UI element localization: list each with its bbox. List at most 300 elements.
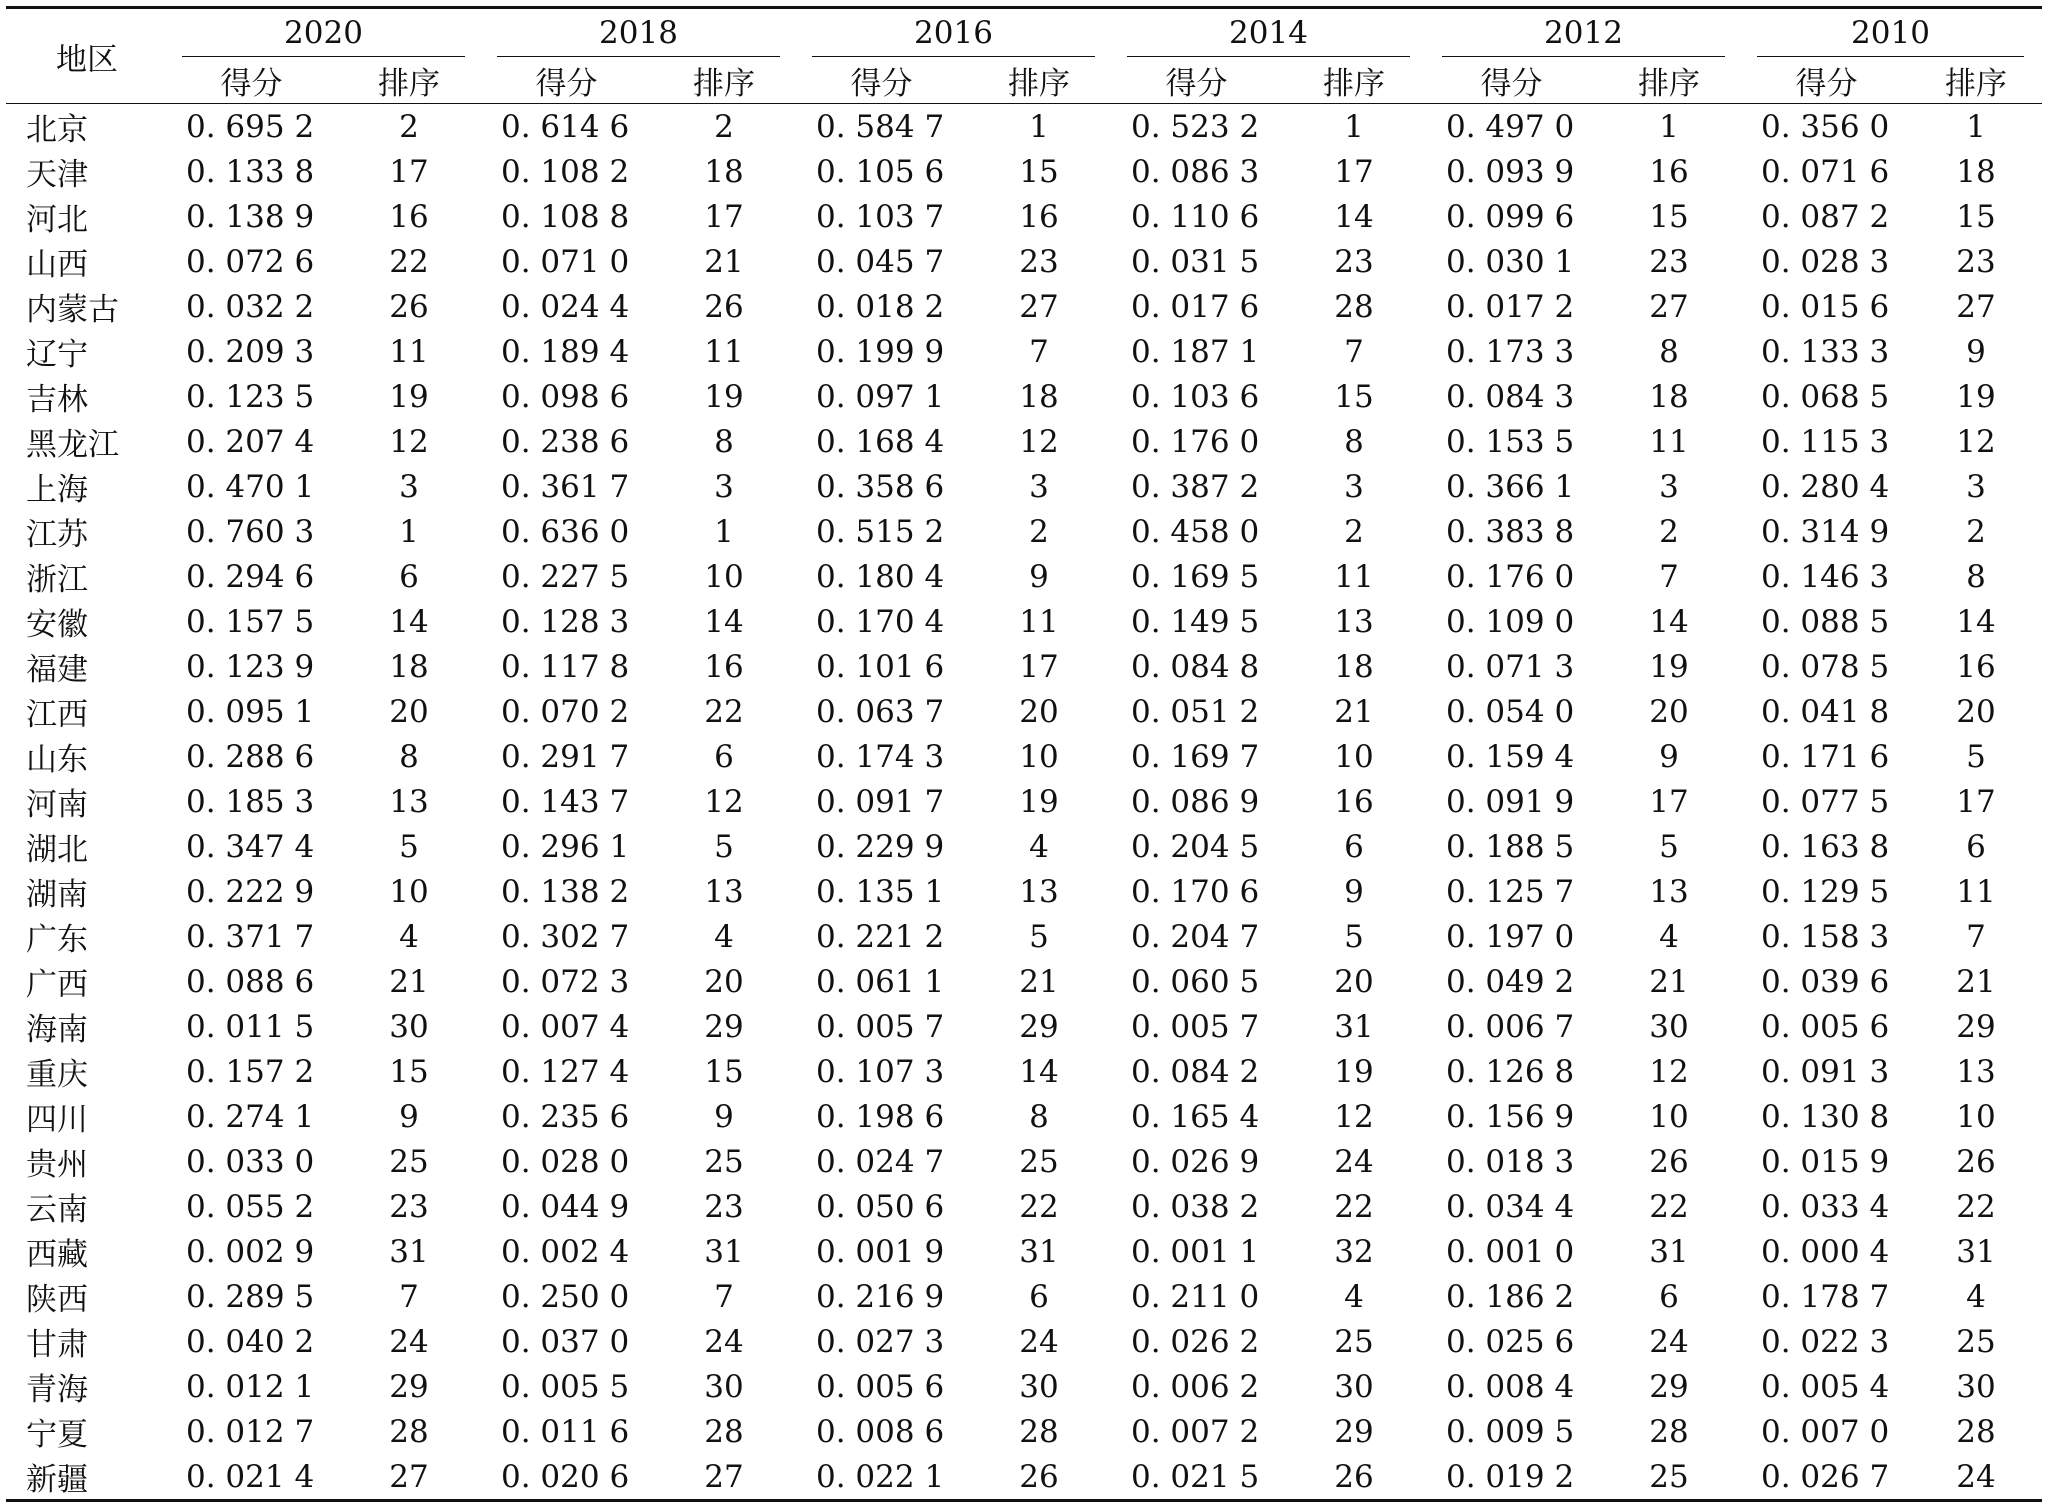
- score-cell: 0. 007 4: [501, 1008, 630, 1045]
- score-cell: 0. 105 6: [816, 153, 945, 190]
- rank-cell: 15: [1019, 153, 1059, 190]
- rank-cell: 24: [704, 1323, 744, 1360]
- rank-cell: 27: [1956, 288, 1996, 325]
- rank-cell: 8: [714, 423, 734, 460]
- score-cell: 0. 199 9: [816, 333, 945, 370]
- score-cell: 0. 091 7: [816, 783, 945, 820]
- year-header-2012: 2012: [1428, 8, 1743, 58]
- score-cell: 0. 072 6: [186, 243, 315, 280]
- rank-cell: 1: [399, 513, 419, 550]
- rank-cell: 29: [1649, 1368, 1689, 1405]
- rank-cell: 12: [1649, 1053, 1689, 1090]
- score-cell: 0. 002 9: [186, 1233, 315, 1270]
- rank-cell: 27: [650, 1454, 798, 1501]
- score-cell: 0. 012 1: [186, 1368, 315, 1405]
- score-cell: 0. 071 6: [1761, 153, 1890, 190]
- table-row: [6, 284, 2042, 329]
- table-row: [6, 1274, 2042, 1319]
- region-cell: 内蒙古: [26, 292, 119, 328]
- score-cell: 0. 207 4: [186, 423, 315, 460]
- score-cell: 0. 018 2: [816, 288, 945, 325]
- score-cell: 0. 009 5: [1446, 1413, 1575, 1450]
- score-cell: 0. 760 3: [186, 513, 315, 550]
- rank-cell: 5: [399, 828, 419, 865]
- score-cell: 0. 171 6: [1761, 738, 1890, 775]
- rank-cell: 20: [704, 963, 744, 1000]
- subheader-score-2020: 得分: [168, 57, 335, 104]
- rank-cell: 10: [1956, 1098, 1996, 1135]
- table-row: [6, 779, 2042, 824]
- rank-cell: 26: [1280, 1454, 1428, 1501]
- rank-cell: 8: [1344, 423, 1364, 460]
- table-row: [6, 1004, 2042, 1049]
- rank-cell: 11: [1019, 603, 1059, 640]
- rank-cell: 8: [1659, 333, 1679, 370]
- region-cell: 重庆: [26, 1057, 88, 1093]
- rank-cell: 21: [704, 243, 744, 280]
- score-cell: 0. 031 5: [1131, 243, 1260, 280]
- region-cell: 甘肃: [26, 1327, 88, 1363]
- score-cell: 0. 077 5: [1761, 783, 1890, 820]
- score-cell: 0. 185 3: [186, 783, 315, 820]
- rank-cell: 23: [704, 1188, 744, 1225]
- table-row: [6, 104, 2042, 150]
- score-cell: 0. 044 9: [501, 1188, 630, 1225]
- rank-cell: 17: [1649, 783, 1689, 820]
- rank-cell: 8: [399, 738, 419, 775]
- rank-cell: 22: [1019, 1188, 1059, 1225]
- rank-cell: 16: [389, 198, 429, 235]
- score-cell: 0. 008 4: [1446, 1368, 1575, 1405]
- rank-cell: 28: [1334, 288, 1374, 325]
- rank-cell: 6: [1344, 828, 1364, 865]
- score-cell: 0. 291 7: [501, 738, 630, 775]
- rank-cell: 7: [1659, 558, 1679, 595]
- score-cell: 0. 071 3: [1446, 648, 1575, 685]
- score-cell: 0. 128 3: [501, 603, 630, 640]
- rank-cell: 26: [1649, 1143, 1689, 1180]
- table-row: [6, 869, 2042, 914]
- rank-cell: 25: [1019, 1143, 1059, 1180]
- score-cell: 0. 026 2: [1131, 1323, 1260, 1360]
- rank-cell: 25: [1595, 1454, 1743, 1501]
- score-cell: 0. 007 2: [1131, 1413, 1260, 1450]
- score-cell: 0. 135 1: [816, 873, 945, 910]
- rank-cell: 21: [1019, 963, 1059, 1000]
- region-cell: 陕西: [26, 1282, 88, 1318]
- rank-cell: 6: [1966, 828, 1986, 865]
- score-cell: 0. 108 2: [501, 153, 630, 190]
- score-cell: 0. 032 2: [186, 288, 315, 325]
- score-cell: 0. 026 9: [1131, 1143, 1260, 1180]
- rank-cell: 26: [389, 288, 429, 325]
- score-cell: 0. 227 5: [501, 558, 630, 595]
- rank-cell: 31: [1019, 1233, 1059, 1270]
- year-header-2010: 2010: [1743, 8, 2042, 58]
- rank-cell: 12: [389, 423, 429, 460]
- score-cell: 0. 084 3: [1446, 378, 1575, 415]
- rank-cell: 5: [1029, 918, 1049, 955]
- score-cell: 0. 157 5: [186, 603, 315, 640]
- score-cell: 0. 020 6: [483, 1454, 650, 1501]
- table-row: [6, 239, 2042, 284]
- table-row: [6, 1229, 2042, 1274]
- rank-cell: 11: [1649, 423, 1689, 460]
- score-cell: 0. 005 7: [816, 1008, 945, 1045]
- score-rank-table: [6, 6, 2042, 1502]
- score-cell: 0. 070 2: [501, 693, 630, 730]
- region-cell: 河北: [26, 202, 88, 238]
- score-cell: 0. 093 9: [1446, 153, 1575, 190]
- score-cell: 0. 095 1: [186, 693, 315, 730]
- rank-cell: 13: [1649, 873, 1689, 910]
- table-row: [6, 1364, 2042, 1409]
- score-cell: 0. 130 8: [1761, 1098, 1890, 1135]
- region-cell: 广西: [26, 967, 88, 1003]
- score-cell: 0. 197 0: [1446, 918, 1575, 955]
- score-cell: 0. 022 3: [1761, 1323, 1890, 1360]
- rank-cell: 16: [1019, 198, 1059, 235]
- rank-cell: 30: [1956, 1368, 1996, 1405]
- rank-cell: 3: [1659, 468, 1679, 505]
- score-cell: 0. 027 3: [816, 1323, 945, 1360]
- table-row: [6, 1409, 2042, 1454]
- score-cell: 0. 302 7: [501, 918, 630, 955]
- rank-cell: 7: [399, 1278, 419, 1315]
- rank-cell: 5: [1344, 918, 1364, 955]
- score-cell: 0. 099 6: [1446, 198, 1575, 235]
- score-cell: 0. 126 8: [1446, 1053, 1575, 1090]
- rank-cell: 21: [1649, 963, 1689, 1000]
- rank-cell: 3: [714, 468, 734, 505]
- region-cell: 辽宁: [26, 337, 88, 373]
- rank-cell: 22: [704, 693, 744, 730]
- score-cell: 0. 229 9: [816, 828, 945, 865]
- table-row: [6, 374, 2042, 419]
- rank-cell: 18: [1956, 153, 1996, 190]
- rank-cell: 2: [1344, 513, 1364, 550]
- rank-cell: 25: [1956, 1323, 1996, 1360]
- rank-cell: 7: [1029, 333, 1049, 370]
- score-cell: 0. 296 1: [501, 828, 630, 865]
- score-cell: 0. 060 5: [1131, 963, 1260, 1000]
- score-cell: 0. 387 2: [1131, 468, 1260, 505]
- rank-cell: 31: [704, 1233, 744, 1270]
- rank-cell: 17: [1334, 153, 1374, 190]
- region-cell: 山东: [26, 742, 88, 778]
- rank-cell: 13: [389, 783, 429, 820]
- table-header: [6, 8, 2042, 104]
- score-cell: 0. 280 4: [1761, 468, 1890, 505]
- rank-cell: 22: [1956, 1188, 1996, 1225]
- score-cell: 0. 109 0: [1446, 603, 1575, 640]
- score-cell: 0. 133 3: [1761, 333, 1890, 370]
- rank-cell: 15: [1649, 198, 1689, 235]
- region-column-header: 地区: [6, 8, 168, 104]
- rank-cell: 10: [1334, 738, 1374, 775]
- rank-cell: 26: [965, 1454, 1113, 1501]
- rank-cell: 7: [714, 1278, 734, 1315]
- region-cell: 西藏: [26, 1237, 88, 1273]
- score-cell: 0. 695 2: [186, 108, 315, 145]
- subheader-rank-2016: 排序: [965, 57, 1113, 104]
- score-cell: 0. 123 9: [186, 648, 315, 685]
- table-row: [6, 149, 2042, 194]
- rank-cell: 2: [399, 108, 419, 145]
- score-cell: 0. 366 1: [1446, 468, 1575, 505]
- score-cell: 0. 470 1: [186, 468, 315, 505]
- score-cell: 0. 001 1: [1131, 1233, 1260, 1270]
- score-cell: 0. 045 7: [816, 243, 945, 280]
- subheader-score-2018: 得分: [483, 57, 650, 104]
- rank-cell: 13: [1019, 873, 1059, 910]
- rank-cell: 19: [1019, 783, 1059, 820]
- rank-cell: 10: [1019, 738, 1059, 775]
- score-cell: 0. 358 6: [816, 468, 945, 505]
- score-cell: 0. 005 5: [501, 1368, 630, 1405]
- score-cell: 0. 049 2: [1446, 963, 1575, 1000]
- subheader-rank-2012: 排序: [1595, 57, 1743, 104]
- rank-cell: 16: [704, 648, 744, 685]
- score-cell: 0. 103 6: [1131, 378, 1260, 415]
- subheader-score-2014: 得分: [1113, 57, 1280, 104]
- score-cell: 0. 002 4: [501, 1233, 630, 1270]
- score-cell: 0. 001 0: [1446, 1233, 1575, 1270]
- rank-cell: 31: [1649, 1233, 1689, 1270]
- rank-cell: 24: [1910, 1454, 2042, 1501]
- score-cell: 0. 216 9: [816, 1278, 945, 1315]
- score-cell: 0. 097 1: [816, 378, 945, 415]
- score-cell: 0. 221 2: [816, 918, 945, 955]
- year-header-2020: 2020: [168, 8, 483, 58]
- subheader-score-2010: 得分: [1743, 57, 1910, 104]
- rank-cell: 18: [1649, 378, 1689, 415]
- rank-cell: 23: [1019, 243, 1059, 280]
- score-cell: 0. 133 8: [186, 153, 315, 190]
- rank-cell: 11: [704, 333, 744, 370]
- score-cell: 0. 006 7: [1446, 1008, 1575, 1045]
- score-cell: 0. 071 0: [501, 243, 630, 280]
- rank-cell: 30: [1649, 1008, 1689, 1045]
- table-row: [6, 1319, 2042, 1364]
- score-cell: 0. 033 4: [1761, 1188, 1890, 1225]
- score-cell: 0. 186 2: [1446, 1278, 1575, 1315]
- score-cell: 0. 072 3: [501, 963, 630, 1000]
- score-cell: 0. 088 6: [186, 963, 315, 1000]
- score-cell: 0. 371 7: [186, 918, 315, 955]
- rank-cell: 1: [714, 513, 734, 550]
- rank-cell: 2: [714, 108, 734, 145]
- score-cell: 0. 025 6: [1446, 1323, 1575, 1360]
- score-cell: 0. 165 4: [1131, 1098, 1260, 1135]
- rank-cell: 13: [1956, 1053, 1996, 1090]
- subheader-rank-2018: 排序: [650, 57, 798, 104]
- score-cell: 0. 176 0: [1446, 558, 1575, 595]
- score-cell: 0. 178 7: [1761, 1278, 1890, 1315]
- rank-cell: 29: [1956, 1008, 1996, 1045]
- rank-cell: 24: [1334, 1143, 1374, 1180]
- score-cell: 0. 288 6: [186, 738, 315, 775]
- rank-cell: 4: [1344, 1278, 1364, 1315]
- rank-cell: 22: [389, 243, 429, 280]
- score-cell: 0. 523 2: [1131, 108, 1260, 145]
- score-cell: 0. 015 6: [1761, 288, 1890, 325]
- score-cell: 0. 157 2: [186, 1053, 315, 1090]
- score-cell: 0. 008 6: [816, 1413, 945, 1450]
- rank-cell: 17: [1956, 783, 1996, 820]
- rank-cell: 19: [389, 378, 429, 415]
- header-row-subheaders: [6, 57, 2042, 104]
- score-cell: 0. 005 6: [1761, 1008, 1890, 1045]
- score-cell: 0. 250 0: [501, 1278, 630, 1315]
- score-cell: 0. 001 9: [816, 1233, 945, 1270]
- rank-cell: 23: [1334, 243, 1374, 280]
- rank-cell: 4: [1966, 1278, 1986, 1315]
- table-row: [6, 419, 2042, 464]
- score-cell: 0. 040 2: [186, 1323, 315, 1360]
- rank-cell: 30: [1019, 1368, 1059, 1405]
- table-row: [6, 689, 2042, 734]
- rank-cell: 9: [1966, 333, 1986, 370]
- score-cell: 0. 584 7: [816, 108, 945, 145]
- rank-cell: 14: [1019, 1053, 1059, 1090]
- score-cell: 0. 063 7: [816, 693, 945, 730]
- rank-cell: 19: [1334, 1053, 1374, 1090]
- rank-cell: 26: [704, 288, 744, 325]
- score-cell: 0. 238 6: [501, 423, 630, 460]
- score-cell: 0. 180 4: [816, 558, 945, 595]
- score-cell: 0. 294 6: [186, 558, 315, 595]
- score-cell: 0. 086 9: [1131, 783, 1260, 820]
- rank-cell: 14: [389, 603, 429, 640]
- score-cell: 0. 030 1: [1446, 243, 1575, 280]
- rank-cell: 2: [1029, 513, 1049, 550]
- score-cell: 0. 019 2: [1428, 1454, 1595, 1501]
- score-cell: 0. 173 3: [1446, 333, 1575, 370]
- score-cell: 0. 125 7: [1446, 873, 1575, 910]
- table-row: [6, 824, 2042, 869]
- rank-cell: 20: [1956, 693, 1996, 730]
- region-cell: 四川: [26, 1102, 88, 1138]
- rank-cell: 6: [1029, 1278, 1049, 1315]
- rank-cell: 2: [1966, 513, 1986, 550]
- rank-cell: 24: [389, 1323, 429, 1360]
- score-cell: 0. 024 7: [816, 1143, 945, 1180]
- rank-cell: 29: [389, 1368, 429, 1405]
- rank-cell: 21: [1334, 693, 1374, 730]
- score-cell: 0. 000 4: [1761, 1233, 1890, 1270]
- score-cell: 0. 515 2: [816, 513, 945, 550]
- rank-cell: 30: [1334, 1368, 1374, 1405]
- rank-cell: 18: [1334, 648, 1374, 685]
- subheader-score-2016: 得分: [798, 57, 965, 104]
- score-cell: 0. 204 5: [1131, 828, 1260, 865]
- rank-cell: 25: [1334, 1323, 1374, 1360]
- rank-cell: 10: [704, 558, 744, 595]
- rank-cell: 3: [399, 468, 419, 505]
- rank-cell: 4: [399, 918, 419, 955]
- rank-cell: 30: [704, 1368, 744, 1405]
- score-cell: 0. 026 7: [1743, 1454, 1910, 1501]
- rank-cell: 31: [389, 1233, 429, 1270]
- rank-cell: 24: [1019, 1323, 1059, 1360]
- rank-cell: 12: [1956, 423, 1996, 460]
- rank-cell: 7: [1966, 918, 1986, 955]
- header-row-years: [6, 8, 2042, 58]
- rank-cell: 28: [704, 1413, 744, 1450]
- score-cell: 0. 163 8: [1761, 828, 1890, 865]
- subheader-score-2012: 得分: [1428, 57, 1595, 104]
- score-cell: 0. 005 4: [1761, 1368, 1890, 1405]
- rank-cell: 9: [1659, 738, 1679, 775]
- rank-cell: 26: [1956, 1143, 1996, 1180]
- rank-cell: 1: [1029, 108, 1049, 145]
- region-cell: 江苏: [26, 517, 88, 553]
- rank-cell: 14: [704, 603, 744, 640]
- table-row: [6, 464, 2042, 509]
- score-cell: 0. 198 6: [816, 1098, 945, 1135]
- rank-cell: 23: [1649, 243, 1689, 280]
- rank-cell: 12: [1019, 423, 1059, 460]
- region-cell: 广东: [26, 922, 88, 958]
- score-cell: 0. 614 6: [501, 108, 630, 145]
- rank-cell: 18: [704, 153, 744, 190]
- table-row: [6, 599, 2042, 644]
- rank-cell: 27: [1649, 288, 1689, 325]
- rank-cell: 28: [389, 1413, 429, 1450]
- rank-cell: 11: [1956, 873, 1996, 910]
- score-cell: 0. 209 3: [186, 333, 315, 370]
- score-cell: 0. 314 9: [1761, 513, 1890, 550]
- score-cell: 0. 222 9: [186, 873, 315, 910]
- rank-cell: 13: [1334, 603, 1374, 640]
- rank-cell: 9: [1029, 558, 1049, 595]
- rank-cell: 15: [704, 1053, 744, 1090]
- table-row: [6, 1184, 2042, 1229]
- score-cell: 0. 138 2: [501, 873, 630, 910]
- rank-cell: 1: [1344, 108, 1364, 145]
- region-cell: 天津: [26, 157, 88, 193]
- year-header-2014: 2014: [1113, 8, 1428, 58]
- region-cell: 安徽: [26, 607, 88, 643]
- region-cell: 河南: [26, 787, 88, 823]
- rank-cell: 14: [1649, 603, 1689, 640]
- table-row: [6, 1094, 2042, 1139]
- rank-cell: 4: [1659, 918, 1679, 955]
- score-cell: 0. 170 6: [1131, 873, 1260, 910]
- rank-cell: 19: [1649, 648, 1689, 685]
- rank-cell: 12: [1334, 1098, 1374, 1135]
- rank-cell: 20: [1019, 693, 1059, 730]
- score-cell: 0. 084 2: [1131, 1053, 1260, 1090]
- rank-cell: 21: [1956, 963, 1996, 1000]
- score-cell: 0. 158 3: [1761, 918, 1890, 955]
- rank-cell: 5: [1966, 738, 1986, 775]
- score-cell: 0. 156 9: [1446, 1098, 1575, 1135]
- score-cell: 0. 028 0: [501, 1143, 630, 1180]
- rank-cell: 6: [714, 738, 734, 775]
- score-cell: 0. 159 4: [1446, 738, 1575, 775]
- score-cell: 0. 289 5: [186, 1278, 315, 1315]
- score-cell: 0. 103 7: [816, 198, 945, 235]
- score-cell: 0. 011 6: [501, 1413, 630, 1450]
- rank-cell: 4: [1029, 828, 1049, 865]
- rank-cell: 16: [1649, 153, 1689, 190]
- score-cell: 0. 041 8: [1761, 693, 1890, 730]
- rank-cell: 17: [1019, 648, 1059, 685]
- rank-cell: 30: [389, 1008, 429, 1045]
- rank-cell: 15: [389, 1053, 429, 1090]
